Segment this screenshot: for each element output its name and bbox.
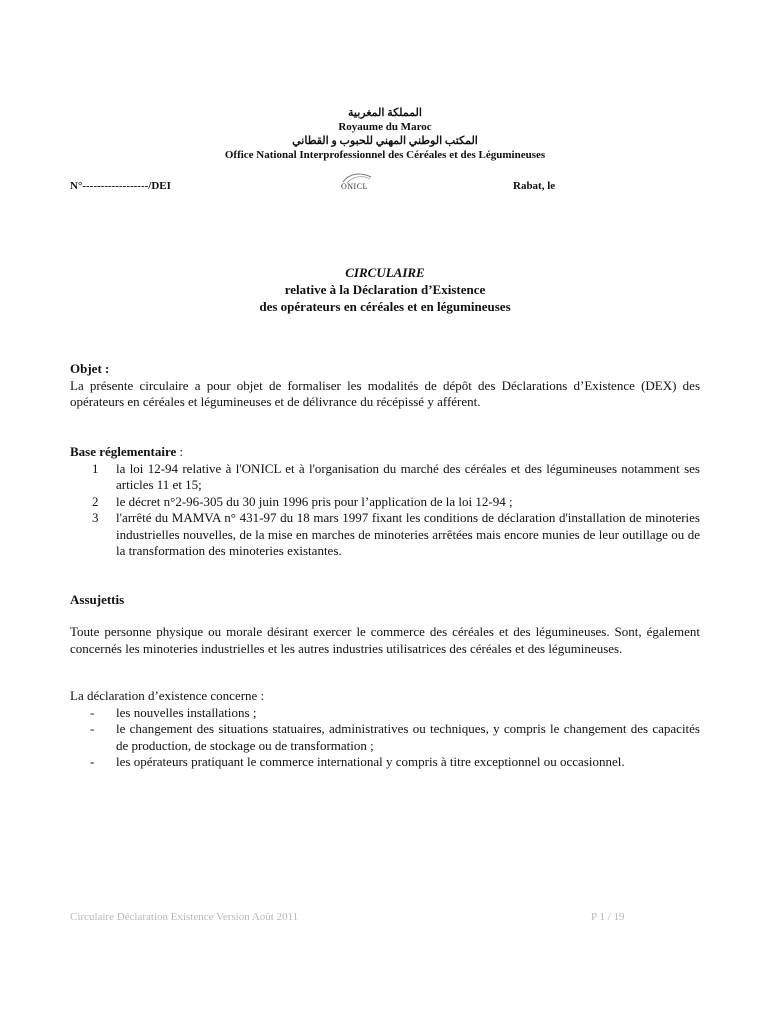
place-date: Rabat, le xyxy=(513,180,556,192)
list-bullet: - xyxy=(90,754,95,769)
list-bullet: - xyxy=(90,704,95,720)
title-line-1: CIRCULAIRE xyxy=(345,265,425,280)
office-name: Office National Interprofessionnel des Céréales et des Légumineuses xyxy=(224,149,546,161)
base-heading-colon: : xyxy=(176,444,184,459)
onicl-logo xyxy=(337,171,377,195)
list-item-text: les nouvelles installations ; xyxy=(116,704,257,720)
document-title xyxy=(0,264,770,315)
base-heading-line xyxy=(70,444,700,461)
list-item-number: 3 xyxy=(92,510,99,525)
letterhead xyxy=(0,106,770,162)
assujettis-heading-block xyxy=(70,592,700,609)
declaration-list xyxy=(70,705,700,771)
list-item xyxy=(70,721,700,754)
declaration-intro: La déclaration d’existence concerne : xyxy=(70,688,265,703)
list-item-text: l'arrêté du MAMVA n° 431-97 du 18 mars 1997 fixant les conditions de déclaration d'installation de minoteries industrielles nouvelles, de la mise en marches de minoteries arrêtées mais encore munies de leur outillage ou de la transformation des minoteries existantes. xyxy=(116,510,700,558)
list-item-text: les opérateurs pratiquant le commerce international y compris à titre exceptionnel ou occasionnel. xyxy=(116,754,625,769)
logo-text: ONICL xyxy=(341,182,368,191)
list-item-number: 2 xyxy=(92,493,99,509)
list-item xyxy=(70,754,700,771)
page-number: P 1 / 19 xyxy=(591,911,625,923)
title-line-3: des opérateurs en céréales et en légumineuses xyxy=(259,299,511,314)
arabic-kingdom-name: المملكة المغربية xyxy=(348,107,422,119)
title-line-2: relative à la Déclaration d’Existence xyxy=(284,282,486,297)
objet-text: La présente circulaire a pour objet de formaliser les modalités de dépôt des Déclarations d’Existence (DEX) des opérateurs en céréales et légumineuses et de délivrance du récépissé y afférent. xyxy=(70,377,700,409)
reference-row xyxy=(70,180,700,200)
list-item xyxy=(70,510,700,560)
base-section xyxy=(70,444,700,560)
arabic-office-name: المكتب الوطني المهني للحبوب و القطاني xyxy=(292,135,478,147)
list-item-text: le décret n°2-96-305 du 30 juin 1996 pris pour l’application de la loi 12-94 ; xyxy=(116,493,513,509)
assujettis-heading: Assujettis xyxy=(70,592,125,607)
kingdom-name: Royaume du Maroc xyxy=(338,121,432,133)
list-item-text: le changement des situations statuaires, administratives ou techniques, y compris le changement des capacités de production, de stockage ou de transformation ; xyxy=(116,721,700,753)
base-list xyxy=(70,461,700,560)
list-item-text: la loi 12-94 relative à l'ONICL et à l'organisation du marché des céréales et des légumineuses notamment ses articles 11 et 15; xyxy=(116,460,700,492)
reference-number: N°------------------/DEI xyxy=(70,180,171,192)
assujettis-paragraph: Toute personne physique ou morale désirant exercer le commerce des céréales et des légumineuses. Sont, également concernés les minoteries industrielles et les autres industries utilisatrices des céréales et des légumineuses. xyxy=(70,624,700,656)
base-heading: Base réglementaire xyxy=(70,444,177,459)
declaration-section xyxy=(70,688,700,771)
list-item xyxy=(70,461,700,494)
list-item-number: 1 xyxy=(92,460,99,476)
list-item xyxy=(70,494,700,511)
objet-section xyxy=(70,361,700,411)
list-bullet: - xyxy=(90,721,95,736)
list-item xyxy=(70,705,700,722)
objet-heading: Objet : xyxy=(70,361,110,376)
assujettis-section xyxy=(70,624,700,657)
footer-title: Circulaire Déclaration Existence Version Août 2011 xyxy=(70,911,299,923)
